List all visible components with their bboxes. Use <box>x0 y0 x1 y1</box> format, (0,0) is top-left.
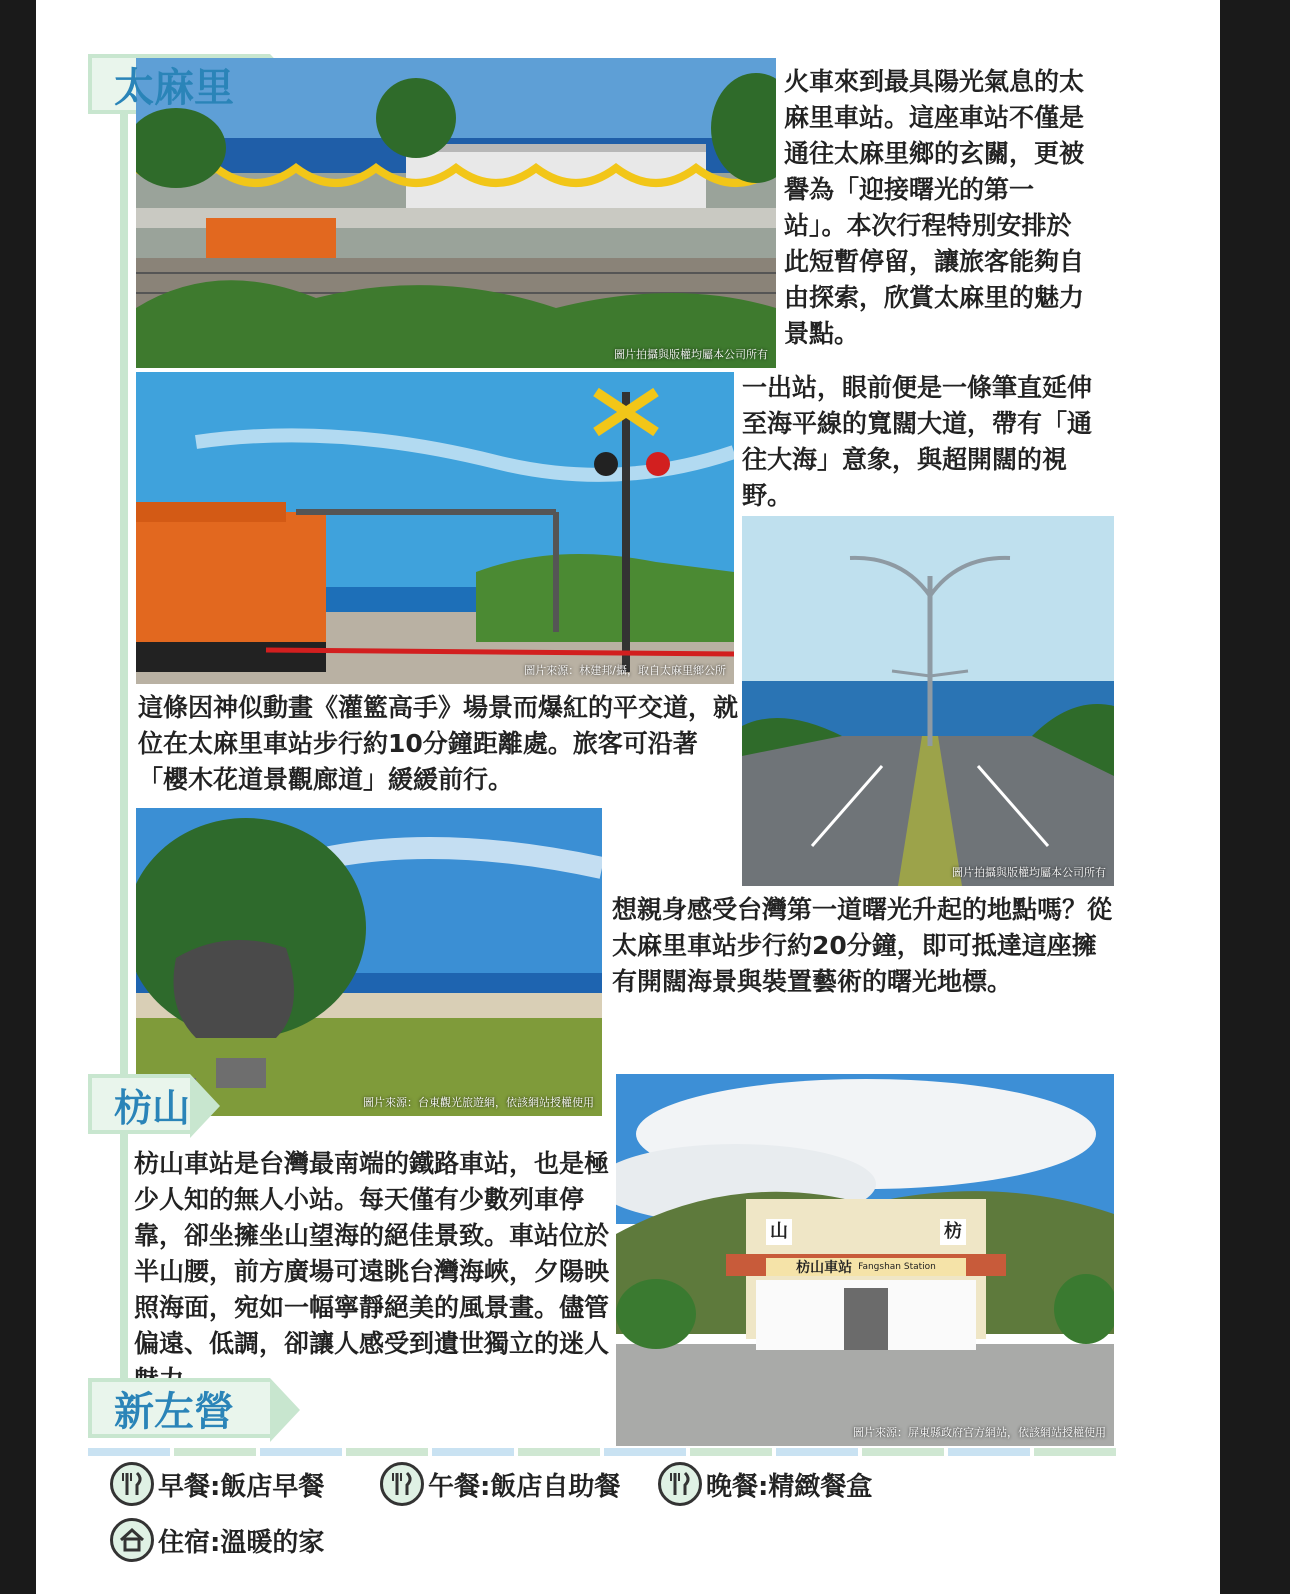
station-sign-right-char: 枋 <box>944 1221 962 1242</box>
section-tag-fangshan <box>88 1074 190 1134</box>
divider-bar <box>88 1448 1116 1456</box>
meal-breakfast-label: 早餐:飯店早餐 <box>158 1471 325 1502</box>
itinerary-page <box>36 0 1220 1594</box>
photo-credit: 圖片來源：屏東縣政府官方網站，依該網站授權使用 <box>853 1426 1106 1439</box>
paragraph-sunrise: 想親身感受台灣第一道曙光升起的地點嗎？從太麻里車站步行約20分鐘，即可抵達這座擁有開闊海景與裝置藝術的曙光地標。 <box>612 895 1113 996</box>
utensils-icon <box>110 1462 154 1506</box>
utensils-icon <box>658 1462 702 1506</box>
station-sign <box>766 1258 966 1276</box>
photo-credit: 圖片來源：林建邦/攝，取自太麻里鄉公所 <box>524 664 726 677</box>
photo-sea-avenue <box>742 516 1114 886</box>
photo-credit: 圖片來源：台東觀光旅遊網，依該網站授權使用 <box>363 1096 594 1109</box>
sunrise-landmark-illustration <box>136 808 602 1116</box>
paragraph-intro: 火車來到最具陽光氣息的太麻里車站。這座車站不僅是通往太麻里鄉的玄關，更被譽為「迎接曙光的第一站」。本次行程特別安排於此短暫停留，讓旅客能夠自由探索，欣賞太麻里的魅力景點。 <box>784 67 1085 348</box>
railway-crossing-illustration <box>136 372 734 684</box>
paragraph-crossing: 這條因神似動畫《灌籃高手》場景而爆紅的平交道，就位在太麻里車站步行約10分鐘距離處。旅客可沿著「櫻木花道景觀廊道」緩緩前行。 <box>138 693 739 794</box>
paragraph-avenue: 一出站，眼前便是一條筆直延伸至海平線的寬闊大道，帶有「通往大海」意象，與超開闊的視野。 <box>742 373 1093 510</box>
lodging <box>110 1518 324 1562</box>
section-tag-xinzuoying <box>88 1378 270 1438</box>
station-sign-name: 枋山車站 <box>796 1260 853 1276</box>
paragraph-fangshan <box>134 1146 612 1398</box>
photo-credit: 圖片拍攝與版權均屬本公司所有 <box>952 866 1106 879</box>
paragraph-fangshan-text: 枋山車站是台灣最南端的鐵路車站，也是極少人知的無人小站。每天僅有少數列車停靠，卻坐擁坐山望海的絕佳景致。車站位於半山腰，前方廣場可遠眺台灣海峽，夕陽映照海面，宛如一幅寧靜絕美的風景畫。儘管偏遠、低調，卻讓人感受到遺世獨立的迷人 <box>134 1149 610 1358</box>
meal-lunch <box>380 1462 620 1506</box>
section-title-taimali: 太麻里 <box>114 64 234 111</box>
photo-sunrise-landmark <box>136 808 602 1116</box>
timeline-line <box>120 96 128 1426</box>
utensils-icon <box>380 1462 424 1506</box>
sea-avenue-illustration <box>742 516 1114 886</box>
station-sign-left-char: 山 <box>770 1221 788 1242</box>
lodging-label: 住宿:溫暖的家 <box>158 1527 325 1558</box>
meal-dinner-label: 晚餐:精緻餐盒 <box>706 1471 873 1502</box>
station-sign-english: Fangshan Station <box>858 1262 936 1272</box>
meal-lunch-label: 午餐:飯店自助餐 <box>428 1471 621 1502</box>
meal-dinner <box>658 1462 872 1506</box>
photo-railway-crossing <box>136 372 734 684</box>
section-title-xinzuoying: 新左營 <box>114 1388 234 1435</box>
meal-breakfast <box>110 1462 324 1506</box>
photo-fangshan-station <box>616 1074 1114 1446</box>
photo-credit: 圖片拍攝與版權均屬本公司所有 <box>614 348 768 361</box>
section-title-fangshan: 枋山 <box>114 1085 191 1130</box>
house-icon <box>110 1518 154 1562</box>
